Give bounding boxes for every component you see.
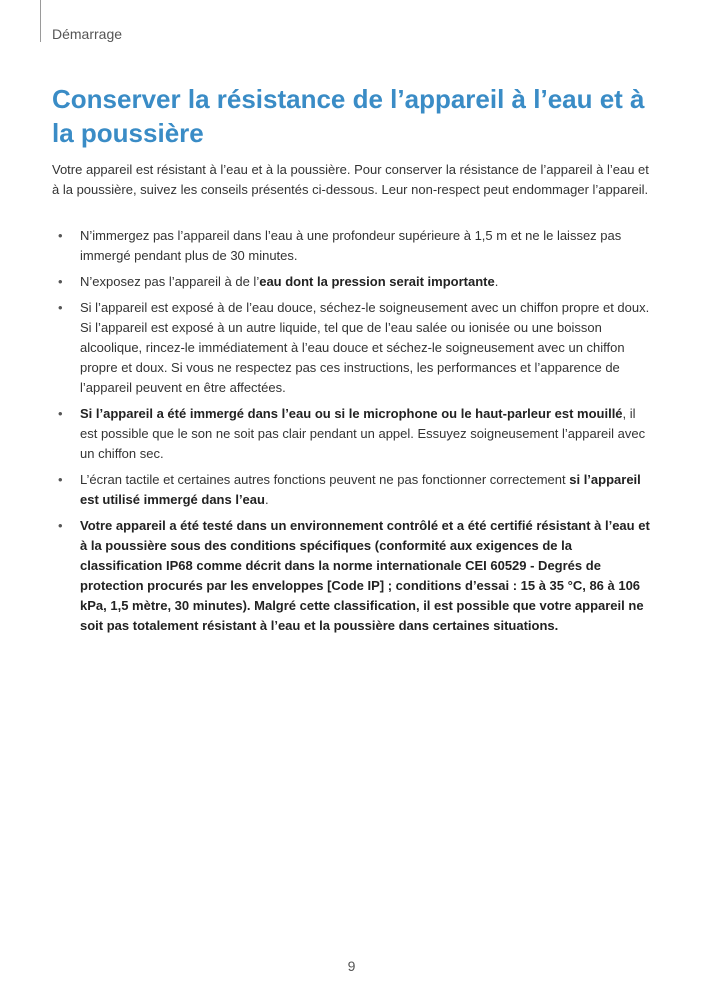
list-item	[52, 298, 656, 398]
bullet-text: N’exposez pas l’appareil à de l’	[80, 274, 260, 289]
list-item	[52, 516, 656, 636]
bullet-text: , il est possible que le son ne soit pas clair pendant un appel. Essuyez soigneusement l’appareil avec un chiffon sec.	[80, 406, 646, 461]
bullet-emphasis: eau dont la pression serait importante	[259, 274, 495, 289]
bullet-text: Si l’appareil est exposé à de l’eau douce, séchez-le soigneusement avec un chiffon propre et doux. Si l’appareil est exposé à un autre liquide, tel que de l’eau salée ou ionisée ou une boisson alcoolique, rincez-le immédiatement à l’eau douce et séchez-le soigneusement avec un chiffon propre et doux. Si vous ne respectez pas ces instructions, les performances et l’apparence de l’appareil peuvent en être affectées.	[80, 300, 650, 395]
bullet-text: N’immergez pas l’appareil dans l’eau à une profondeur supérieure à 1,5 m et ne le laissez pas immergé pendant plus de 30 minutes.	[80, 228, 622, 263]
list-item	[52, 404, 656, 464]
advice-list	[52, 226, 656, 642]
margin-rule	[40, 0, 41, 42]
bullet-text: .	[264, 492, 269, 507]
bullet-emphasis: si l’appareil est utilisé immergé dans l’eau	[80, 472, 641, 507]
list-item	[52, 226, 656, 266]
page-title: Conserver la résistance de l’appareil à l’eau et à la poussière	[52, 84, 645, 148]
bullet-icon: •	[58, 274, 63, 289]
bullet-text: L’écran tactile et certaines autres fonctions peuvent ne pas fonctionner correctement	[80, 472, 570, 487]
intro-paragraph: Votre appareil est résistant à l’eau et à la poussière. Pour conserver la résistance de l’appareil à l’eau et à la poussière, suivez les conseils présentés ci-dessous. Leur non-respect peut endommager l’appareil.	[52, 162, 649, 197]
list-item	[52, 272, 656, 292]
bullet-emphasis: Votre appareil a été testé dans un environnement contrôlé et a été certifié résistant à l’eau et à la poussière sous des conditions spécifiques (conformité aux exigences de la classification IP68 comme décrit dans la norme internationale CEI 60529 - Degrés de protection procurés par les enveloppes [Code IP] ; conditions d’essai : 15 à 35 °C, 86 à 106 kPa, 1,5 mètre, 30 minutes). Malgré cette classification, il est possible que votre appareil ne soit pas totalement résistant à l’eau et la poussière dans certaines situations.	[80, 518, 650, 633]
list-item	[52, 470, 656, 510]
bullet-icon: •	[58, 472, 63, 487]
page-number: 9	[347, 958, 356, 974]
bullet-text: .	[494, 274, 499, 289]
bullet-icon: •	[58, 406, 63, 421]
bullet-icon: •	[58, 228, 63, 243]
running-header: Démarrage	[52, 26, 123, 42]
bullet-icon: •	[58, 300, 63, 315]
bullet-icon: •	[58, 518, 63, 533]
bullet-emphasis: Si l’appareil a été immergé dans l’eau ou si le microphone ou le haut-parleur est mouillé	[80, 406, 623, 421]
